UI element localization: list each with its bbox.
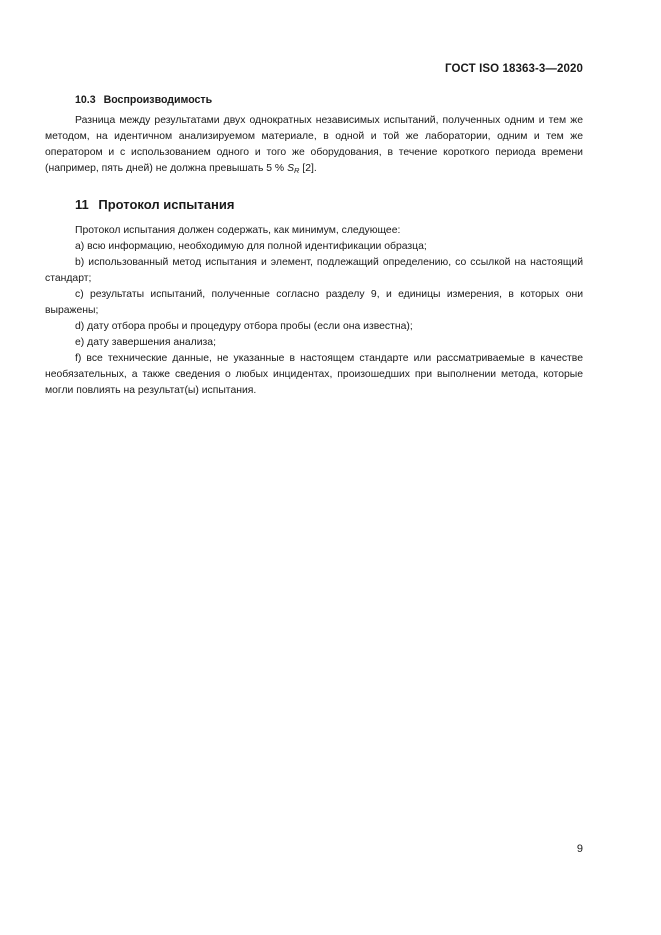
list-item: e) дату завершения анализа;: [75, 337, 216, 348]
section-heading: [75, 196, 583, 214]
section-title: Протокол испытания: [98, 197, 235, 212]
list-item: d) дату отбора пробы и процедуру отбора пробы (если она известна);: [75, 321, 413, 332]
document-code: ГОСТ ISO 18363-3—2020: [445, 63, 583, 75]
subsection-title: Воспроизводимость: [103, 94, 213, 106]
list-item: a) всю информацию, необходимую для полной идентификации образца;: [75, 241, 427, 252]
list-item: c) результаты испытаний, полученные согласно разделу 9, и единицы измерения, в которых они выражены;: [45, 289, 583, 316]
reference: [2].: [302, 163, 317, 174]
subsection-heading: [75, 92, 583, 108]
list-item: f) все технические данные, не указанные в настоящем стандарте или рассматриваемые в качестве необязательных, а также сведения о любых инцидентах, произошедших при выполнении метода, которые могли повлиять на результат(ы) испытания.: [45, 353, 583, 396]
paragraph-text: Разница между результатами двух однократных независимых испытаний, полученных одним и тем же методом, на идентичном анализируемом материале, в одной и той же лаборатории, одним и тем же оператором и с использованием одного и того же оборудования, в течение короткого периода времени (например, пять дней) не должна превышать 5 %: [45, 115, 583, 174]
page-number: 9: [576, 843, 583, 855]
list-item: b) использованный метод испытания и элемент, подлежащий определению, со ссылкой на настоящий стандарт;: [45, 257, 583, 284]
page-content: [45, 92, 583, 399]
section-intro: Протокол испытания должен содержать, как минимум, следующее:: [75, 225, 401, 236]
subsection-paragraph: [45, 113, 583, 179]
section-number: 11: [75, 197, 89, 212]
reproducibility-symbol: S: [287, 163, 294, 174]
symbol-subscript: R: [294, 166, 300, 175]
subsection-number: 10.3: [75, 94, 96, 106]
